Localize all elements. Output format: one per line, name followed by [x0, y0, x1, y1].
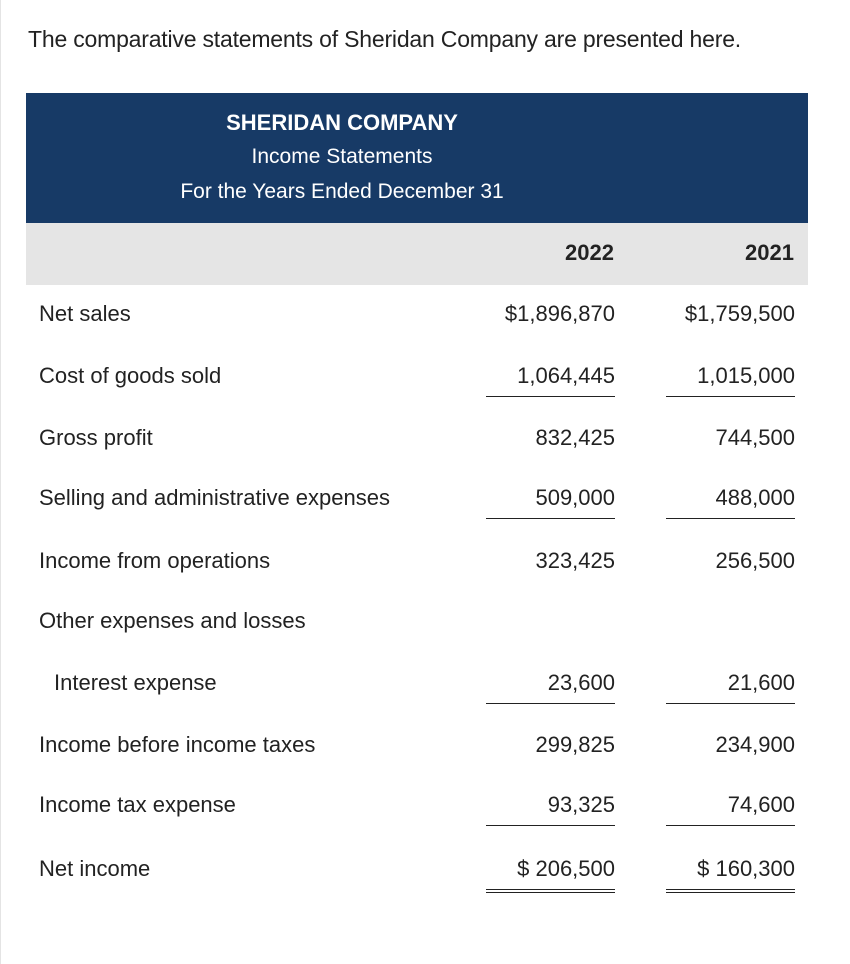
- row-net-sales: [26, 295, 808, 335]
- row-label: Cost of goods sold: [39, 363, 222, 388]
- underline-2021: [666, 825, 795, 826]
- underline-2021: [666, 518, 795, 519]
- row-label: Selling and administrative expenses: [39, 485, 390, 510]
- value-2022: $ 206,500: [517, 856, 615, 881]
- value-2021: $1,759,500: [684, 301, 795, 326]
- row-label: Income from operations: [39, 548, 271, 573]
- row-label: Interest expense: [54, 670, 217, 695]
- row-label: Other expenses and losses: [39, 608, 306, 633]
- value-2022: 1,064,445: [517, 363, 615, 388]
- value-2022: 509,000: [535, 485, 615, 510]
- double-underline-2022: [486, 889, 615, 893]
- value-2021: $ 160,300: [697, 856, 795, 881]
- row-label: Gross profit: [39, 425, 153, 450]
- page-left-border: [0, 0, 1, 964]
- intro-text: The comparative statements of Sheridan Company are presented here.: [28, 26, 741, 52]
- row-income-tax-expense: [26, 786, 808, 826]
- row-other-expenses-losses: [26, 602, 808, 642]
- value-2022: $1,896,870: [504, 301, 615, 326]
- row-label: Net income: [39, 856, 151, 881]
- row-label: Net sales: [39, 301, 131, 326]
- row-interest-expense: [26, 664, 808, 704]
- value-2021: 21,600: [727, 670, 795, 695]
- row-label: Income before income taxes: [39, 732, 316, 757]
- underline-2021: [666, 396, 795, 397]
- underline-2022: [486, 825, 615, 826]
- year-2021-header: 2021: [745, 240, 794, 265]
- income-statement-table: [26, 93, 808, 881]
- value-2021: 256,500: [715, 548, 795, 573]
- year-header-row: [26, 223, 808, 285]
- row-selling-admin-expenses: [26, 479, 808, 519]
- row-gross-profit: [26, 419, 808, 459]
- row-net-income: [26, 850, 808, 890]
- value-2022: 23,600: [547, 670, 615, 695]
- underline-2022: [486, 518, 615, 519]
- underline-2022: [486, 703, 615, 704]
- value-2021: 744,500: [715, 425, 795, 450]
- statement-header: [26, 93, 808, 223]
- year-2022-header: 2022: [565, 240, 614, 265]
- underline-2021: [666, 703, 795, 704]
- double-underline-2021: [666, 889, 795, 893]
- row-cost-of-goods-sold: [26, 357, 808, 397]
- company-name: SHERIDAN COMPANY: [226, 110, 458, 135]
- statement-title: Income Statements: [251, 145, 433, 168]
- value-2021: 74,600: [727, 792, 795, 817]
- value-2021: 234,900: [715, 732, 795, 757]
- value-2022: 299,825: [535, 732, 615, 757]
- row-income-from-operations: [26, 542, 808, 582]
- statement-period: For the Years Ended December 31: [180, 180, 504, 203]
- value-2022: 832,425: [535, 425, 615, 450]
- value-2021: 1,015,000: [697, 363, 795, 388]
- underline-2022: [486, 396, 615, 397]
- value-2022: 323,425: [535, 548, 615, 573]
- value-2022: 93,325: [547, 792, 615, 817]
- row-label: Income tax expense: [39, 792, 236, 817]
- row-income-before-taxes: [26, 726, 808, 766]
- value-2021: 488,000: [715, 485, 795, 510]
